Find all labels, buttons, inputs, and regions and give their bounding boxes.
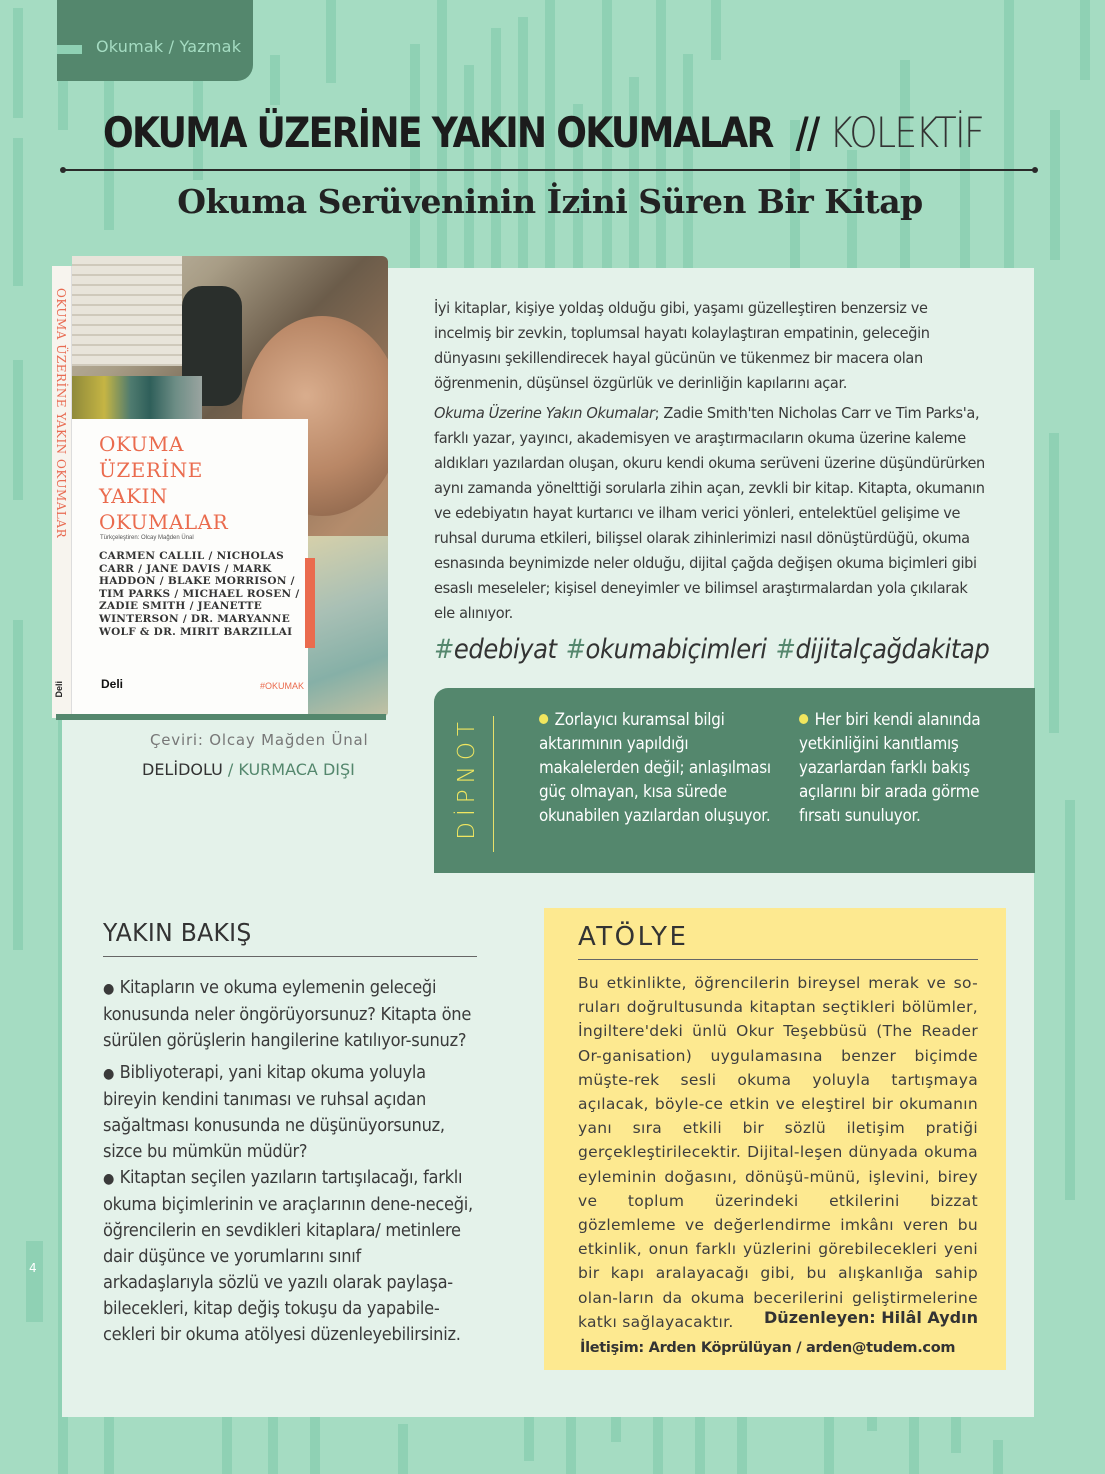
atolye-box [544, 908, 1006, 1370]
stripe [398, 1424, 408, 1474]
book-author: KOLEKTİF [829, 108, 984, 157]
cover-title-line: OKUMA [99, 432, 184, 456]
translator-credit: Çeviri: Olcay Mağden Ünal [150, 731, 369, 749]
cover-title-line: YAKIN [99, 484, 168, 508]
description-paragraph: İyi kitaplar, kişiye yoldaş olduğu gibi, yaşamı güzelleştiren benzersiz ve incelmiş bir zevkin, toplumsal hayatı kolaylaştıran empatinin, geleceğin dünyasını şekillendirecek hayal gücünün ve tükenmez bir macera olan öğrenmenin, düşünsel özgürlük ve derinliğin kapılarını açar. [434, 299, 930, 392]
atolye-title: ATÖLYE [578, 922, 689, 952]
stripe [695, 1417, 705, 1474]
stripe [867, 1417, 877, 1431]
stripe [13, 8, 23, 118]
title-divider [63, 169, 1035, 171]
publisher-name: DELİDOLU [142, 760, 223, 779]
book-description [434, 296, 989, 631]
stripe [222, 1417, 232, 1474]
stripe [104, 1417, 114, 1474]
section-tab-marker [57, 45, 82, 54]
list-item-text: Kitapların ve okuma eylemenin geleceği konusunda neler öngörüyorsunuz? Kitapta öne sürülen görüşlerin hangilerine katılıyor-sunuz? [103, 978, 472, 1051]
hashtag[interactable] [566, 634, 767, 665]
list-item [103, 1060, 475, 1165]
book-category: / KURMACA DIŞI [227, 760, 355, 779]
atolye-divider [578, 959, 978, 960]
page-number-tab [26, 1241, 43, 1322]
stripe [1080, 0, 1090, 80]
description-text: ; Zadie Smith'ten Nicholas Carr ve Tim Parks'a, farklı yazar, yayıncı, akademisyen ve araştırmacıların okuma üzerine kaleme aldıkları yazılardan oluşan, okuru kendi okuma serüveni üzerine düşündürürken aynı zamanda yönelttiği sorularla zihin açan, zevkli bir kitap. Kitapta, okumanın ve edebiyatın hayat kurtarıcı ve ilham verici yönleri, entelektüel gelişime ve ruhsal duruma etkileri, bilişsel olarak zihinlerimizi nasıl dönüştürdüğü, okuma esnasında beynimizde neler olduğu, dijital çağda değişen okuma biçimleri gibi esaslı meseleler; kişisel deneyimler ve bilimsel araştırmalardan yola çıkılarak ele alınıyor. [434, 404, 985, 622]
stripe [13, 620, 23, 950]
stripe [683, 54, 693, 268]
bullet-icon: ● [103, 981, 115, 997]
spine-title: OKUMA ÜZERİNE YAKIN OKUMALAR [54, 288, 68, 539]
page-number: 4 [29, 1261, 37, 1275]
stripe [611, 1417, 621, 1442]
stripe [310, 1417, 320, 1474]
dipnot-divider [493, 716, 494, 852]
atolye-contact[interactable]: İletişim: Arden Köprülüyan / arden@tudem.com [580, 1340, 956, 1356]
hash-symbol: # [565, 634, 586, 665]
stripe [326, 0, 336, 83]
cover-hashtag: #OKUMAK [260, 681, 305, 691]
dipnot-item [799, 708, 1020, 828]
cover-translator: Türkçeleştiren: Olcay Mağden Ünal [100, 535, 194, 541]
title-separator: // [795, 108, 819, 157]
stripe [1004, 0, 1014, 268]
cover-authors: CARMEN CALLIL / NICHOLAS CARR / JANE DAVIS / MARK HADDON / BLAKE MORRISON / TIM PARKS / MICHAEL ROSEN / ZADIE SMITH / JEANETTE WINTERSON / DR. MARYANNE WOLF & DR. MIRIT BARZILLAI [99, 550, 300, 638]
list-item [103, 975, 475, 1054]
stripe [464, 65, 474, 268]
stripe [629, 77, 639, 268]
stripe [824, 1417, 834, 1474]
stripe [270, 55, 280, 105]
list-item-text: Bibliyoterapi, yani kitap okuma yoluyla bireyin kendini tanıması ve ruhsal açıdan sağaltması konusunda ne düşünüyorsunuz, sizce bu mümkün müdür? [103, 1063, 445, 1162]
cover-title-line: OKUMALAR [99, 510, 229, 534]
bullet-icon: ● [103, 1066, 115, 1082]
hashtag-text: dijitalçağdakitap [795, 634, 990, 665]
hash-symbol: # [775, 634, 796, 665]
description-paragraph [434, 401, 989, 626]
list-item-text: Kitaptan seçilen yazıların tartışılacağı, farklı okuma biçimlerinin ve araçlarının dene-neceği, öğrencilerin en sevdikleri kitaplara/ metinlere dair düşünce ve yorumlarını sınıf arkadaşlarıyla sözlü ve yazılı olarak paylaşa-bilecekleri, kitap değiş tokuşu da yapabile-cekleri bir okuma atölyesi düzenleyebilirsiniz. [103, 1168, 473, 1345]
book-title-italic: Okuma Üzerine Yakın Okumalar [434, 404, 655, 422]
dipnot-box [434, 688, 1035, 873]
yakin-bakis-divider [103, 956, 477, 957]
stripe [268, 1417, 278, 1474]
spine-publisher-logo: Deli [54, 681, 64, 698]
dipnot-item-text: Her biri kendi alanında yetkinliğini kanıtlamış yazarlardan farklı bakış açılarını bir arada görme fırsatı sunuluyor. [799, 710, 981, 825]
stripe [1049, 433, 1059, 733]
cover-publisher-logo: Deli [101, 677, 124, 691]
stripe [900, 60, 910, 268]
cover-photo-books [72, 376, 202, 421]
yakin-bakis-list [103, 975, 475, 1348]
stripe [524, 1417, 534, 1461]
book-title: OKUMA ÜZERİNE YAKIN OKUMALAR [103, 108, 773, 157]
dipnot-item-text: Zorlayıcı kuramsal bilgi aktarımının yapıldığı makalelerden değil; anlaşılması güç olmayan, kısa sürede okunabilen yazılardan oluşuyor. [539, 710, 771, 825]
dipnot-label: DİPNOT [454, 716, 480, 840]
stripe [993, 1440, 1003, 1474]
stripe [1065, 800, 1075, 1200]
section-label: Okumak / Yazmak [96, 37, 242, 56]
stripe [566, 1417, 576, 1474]
dipnot-item [539, 708, 787, 828]
page-subtitle: Okuma Serüveninin İzini Süren Bir Kitap [177, 182, 923, 221]
book-cover-image [52, 256, 388, 720]
list-item [103, 1165, 475, 1348]
page-title [103, 108, 983, 157]
yakin-bakis-title: YAKIN BAKIŞ [103, 918, 252, 947]
book-front-cover [72, 256, 388, 716]
bullet-icon [539, 714, 548, 724]
book-spine [52, 266, 72, 718]
atolye-body: Bu etkinlikte, öğrencilerin bireysel merak ve so-ruları doğrultusunda kitaptan seçtikleri bölümler, İngiltere'deki ünlü Okur Teşebbüsü (The Reader Or-ganisation) uygulamasına benzer biçimde müşte-rek sesli okuma yoluyla tartışmaya açılacak, böyle-ce etkin ve eleştirel bir okumanın yanı sıra etkili bir sözlü iletişim pratiği gerçekleştirilecektir. Dijital-leşen dünyada okuma eyleminin doğasını, dönüşü-münü, işlevini, birey ve toplum üzerindeki etkilerini bizzat gözlemleme ve değerlendirme imkânı veren bu etkinlik, onun farklı yüzlerini görebilecekleri yeni bir kapı aralayacağı gibi, bu alışkanlığa sahip olan-ların da okuma becerilerini geliştirmelerine katkı sağlayacaktır. [578, 974, 978, 1331]
stripe [737, 1417, 747, 1474]
publisher-credit [142, 760, 355, 779]
cover-photo-page [72, 256, 182, 366]
stripe [653, 1417, 663, 1474]
bullet-icon: ● [103, 1171, 115, 1187]
hashtag-text: edebiyat [453, 634, 557, 665]
hashtag-text: okumabiçimleri [585, 634, 767, 665]
stripe [13, 360, 23, 500]
hash-symbol: # [434, 634, 454, 665]
stripe [909, 1417, 919, 1474]
hashtag-list [434, 634, 998, 665]
stripe [951, 1417, 961, 1453]
hashtag[interactable] [776, 634, 990, 665]
stripe [711, 0, 721, 60]
cover-title [99, 431, 228, 535]
bullet-icon [799, 714, 808, 724]
book-shadow [56, 714, 386, 720]
cover-title-line: ÜZERİNE [99, 458, 203, 482]
section-tab[interactable] [57, 0, 253, 81]
hashtag[interactable] [434, 634, 557, 665]
yakin-bakis-section [103, 918, 477, 1354]
atolye-editor: Düzenleyen: Hilâl Aydın [764, 1308, 978, 1327]
